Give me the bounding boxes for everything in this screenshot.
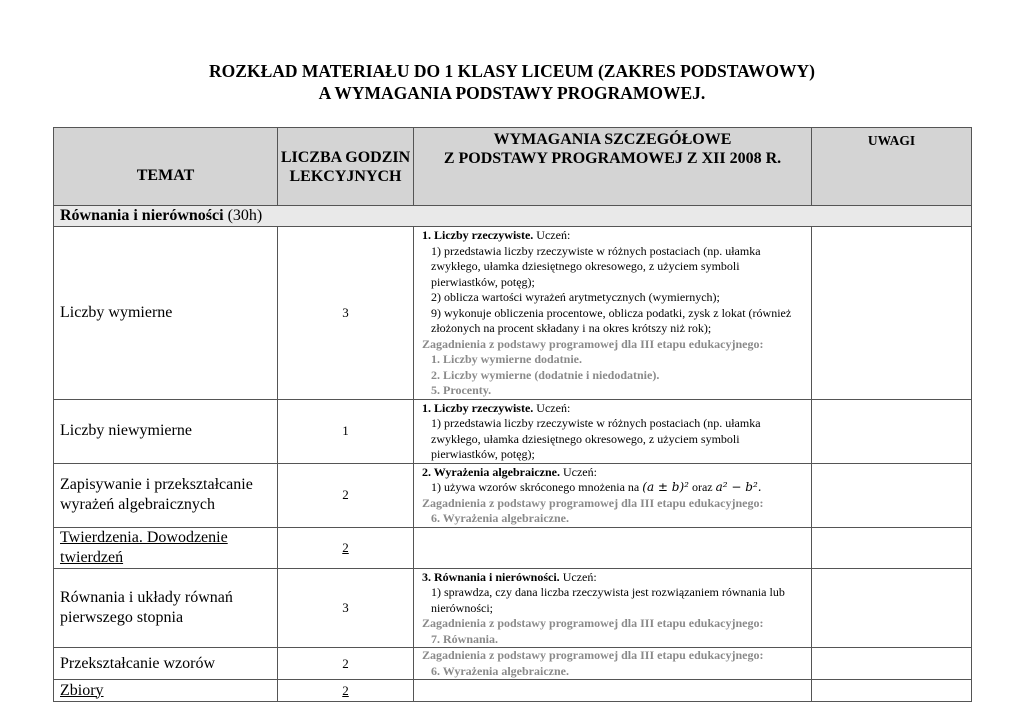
section-title: Równania i nierówności (30h) <box>54 206 972 227</box>
table-row <box>54 399 972 463</box>
notes-cell <box>812 648 972 680</box>
title-line-2: A WYMAGANIA PODSTAWY PROGRAMOWEJ. <box>318 83 706 103</box>
curriculum-table <box>53 127 972 702</box>
topic-cell: Równania i układy równań pierwszego stopnia <box>54 568 278 648</box>
grey-item: 6. Wyrażenia algebraiczne. <box>431 511 569 525</box>
req-item: 2) oblicza wartości wyrażeń arytmetycznych (wymiernych); <box>431 290 720 304</box>
grey-item: 5. Procenty. <box>431 383 492 397</box>
requirements-cell <box>414 680 812 702</box>
header-wymagania: WYMAGANIA SZCZEGÓŁOWE Z PODSTAWY PROGRAMOWEJ Z XII 2008 R. <box>414 128 812 206</box>
notes-cell <box>812 568 972 648</box>
grey-item: 1. Liczby wymierne dodatnie. <box>431 352 582 366</box>
topic-cell: Przekształcanie wzorów <box>54 648 278 680</box>
section-row <box>54 206 972 227</box>
table-row <box>54 463 972 527</box>
hours-cell: 3 <box>278 227 414 400</box>
table-row <box>54 568 972 648</box>
requirements-cell: 1. Liczby rzeczywiste. Uczeń: 1) przedstawia liczby rzeczywiste w różnych postaciach (np. ułamka zwykłego, ułamka dziesiętnego okresowego, z użyciem symboli pierwiastków, potęg); <box>414 399 812 463</box>
table-row <box>54 680 972 702</box>
table-row <box>54 527 972 568</box>
hours-cell: 2 <box>278 527 414 568</box>
req-item: 1) przedstawia liczby rzeczywiste w różnych postaciach (np. ułamka zwykłego, ułamka dziesiętnego okresowego, z użyciem symboli pierwiastków, potęg); <box>431 416 761 461</box>
hours-cell: 2 <box>278 463 414 527</box>
header-temat: TEMAT <box>54 128 278 206</box>
hours-cell: 1 <box>278 399 414 463</box>
grey-item: 2. Liczby wymierne (dodatnie i niedodatnie). <box>431 367 660 382</box>
req-item: 1) używa wzorów skróconego mnożenia na (a ± b)² oraz a² − b². <box>431 480 762 494</box>
requirements-cell: 1. Liczby rzeczywiste. Uczeń: 1) przedstawia liczby rzeczywiste w różnych postaciach (np. ułamka zwykłego, ułamka dziesiętnego okresowego, z użyciem symboli pierwiastków, potęg); 2) oblicza wartości wyrażeń arytmetycznych (wymiernych); 9) wykonuje obliczenia procentowe, oblicza podatki, zysk z lokat (również złożonych na procent składany i na okres krótszy niż rok); Zagadnienia z podstawy programowej dla III etapu edukacyjnego: 1. Liczby wymierne dodatnie. 2. Liczby wymierne (dodatnie i niedodatnie). 5. Procenty. <box>414 227 812 400</box>
hours-cell: 3 <box>278 568 414 648</box>
req-item: 1) przedstawia liczby rzeczywiste w różnych postaciach (np. ułamka zwykłego, ułamka dziesiętnego okresowego, z użyciem symboli pierwiastków, potęg); <box>431 243 761 289</box>
topic-cell: Zapisywanie i przekształcanie wyrażeń algebraicznych <box>54 463 278 527</box>
notes-cell <box>812 680 972 702</box>
topic-cell: Zbiory <box>54 680 278 702</box>
topic-cell: Twierdzenia. Dowodzenie twierdzeń <box>54 527 278 568</box>
req-item: 9) wykonuje obliczenia procentowe, oblicza podatki, zysk z lokat (również złożonych na procent składany i na okres krótszy niż rok); <box>431 305 792 335</box>
document-title <box>0 60 1024 104</box>
hours-cell: 2 <box>278 680 414 702</box>
notes-cell <box>812 463 972 527</box>
hours-cell: 2 <box>278 648 414 680</box>
grey-item: 7. Równania. <box>431 631 499 646</box>
notes-cell <box>812 527 972 568</box>
notes-cell <box>812 227 972 400</box>
grey-item: 6. Wyrażenia algebraiczne. <box>431 663 569 678</box>
grey-heading: Zagadnienia z podstawy programowej dla III etapu edukacyjnego: <box>422 336 764 351</box>
requirements-cell <box>414 527 812 568</box>
header-liczba-godzin: LICZBA GODZIN LEKCYJNYCH <box>278 128 414 206</box>
notes-cell <box>812 399 972 463</box>
topic-cell: Liczby wymierne <box>54 227 278 400</box>
table-row <box>54 648 972 680</box>
title-line-1: ROZKŁAD MATERIAŁU DO 1 KLASY LICEUM (ZAKRES PODSTAWOWY) <box>209 61 815 81</box>
grey-heading: Zagadnienia z podstawy programowej dla III etapu edukacyjnego: <box>422 648 764 662</box>
formula-difference-squares: a² − b². <box>715 480 762 494</box>
grey-heading: Zagadnienia z podstawy programowej dla III etapu edukacyjnego: <box>422 495 764 510</box>
header-uwagi: UWAGI <box>812 128 972 206</box>
table-row <box>54 227 972 400</box>
grey-heading: Zagadnienia z podstawy programowej dla III etapu edukacyjnego: <box>422 616 764 630</box>
requirements-cell: 3. Równania i nierówności. Uczeń: 1) sprawdza, czy dana liczba rzeczywista jest rozwiązaniem równania lub nierówności; Zagadnienia z podstawy programowej dla III etapu edukacyjnego: 7. Równania. <box>414 568 812 648</box>
topic-cell: Liczby niewymierne <box>54 399 278 463</box>
req-item: 1) sprawdza, czy dana liczba rzeczywista jest rozwiązaniem równania lub nierówności; <box>431 585 785 615</box>
formula-sum-square: (a ± b)² <box>642 480 689 494</box>
header-row <box>54 128 972 206</box>
requirements-cell: 2. Wyrażenia algebraiczne. Uczeń: 1) używa wzorów skróconego mnożenia na (a ± b)² oraz a² − b². Zagadnienia z podstawy programowej dla III etapu edukacyjnego: 6. Wyrażenia algebraiczne. <box>414 463 812 527</box>
requirements-cell <box>414 648 812 680</box>
